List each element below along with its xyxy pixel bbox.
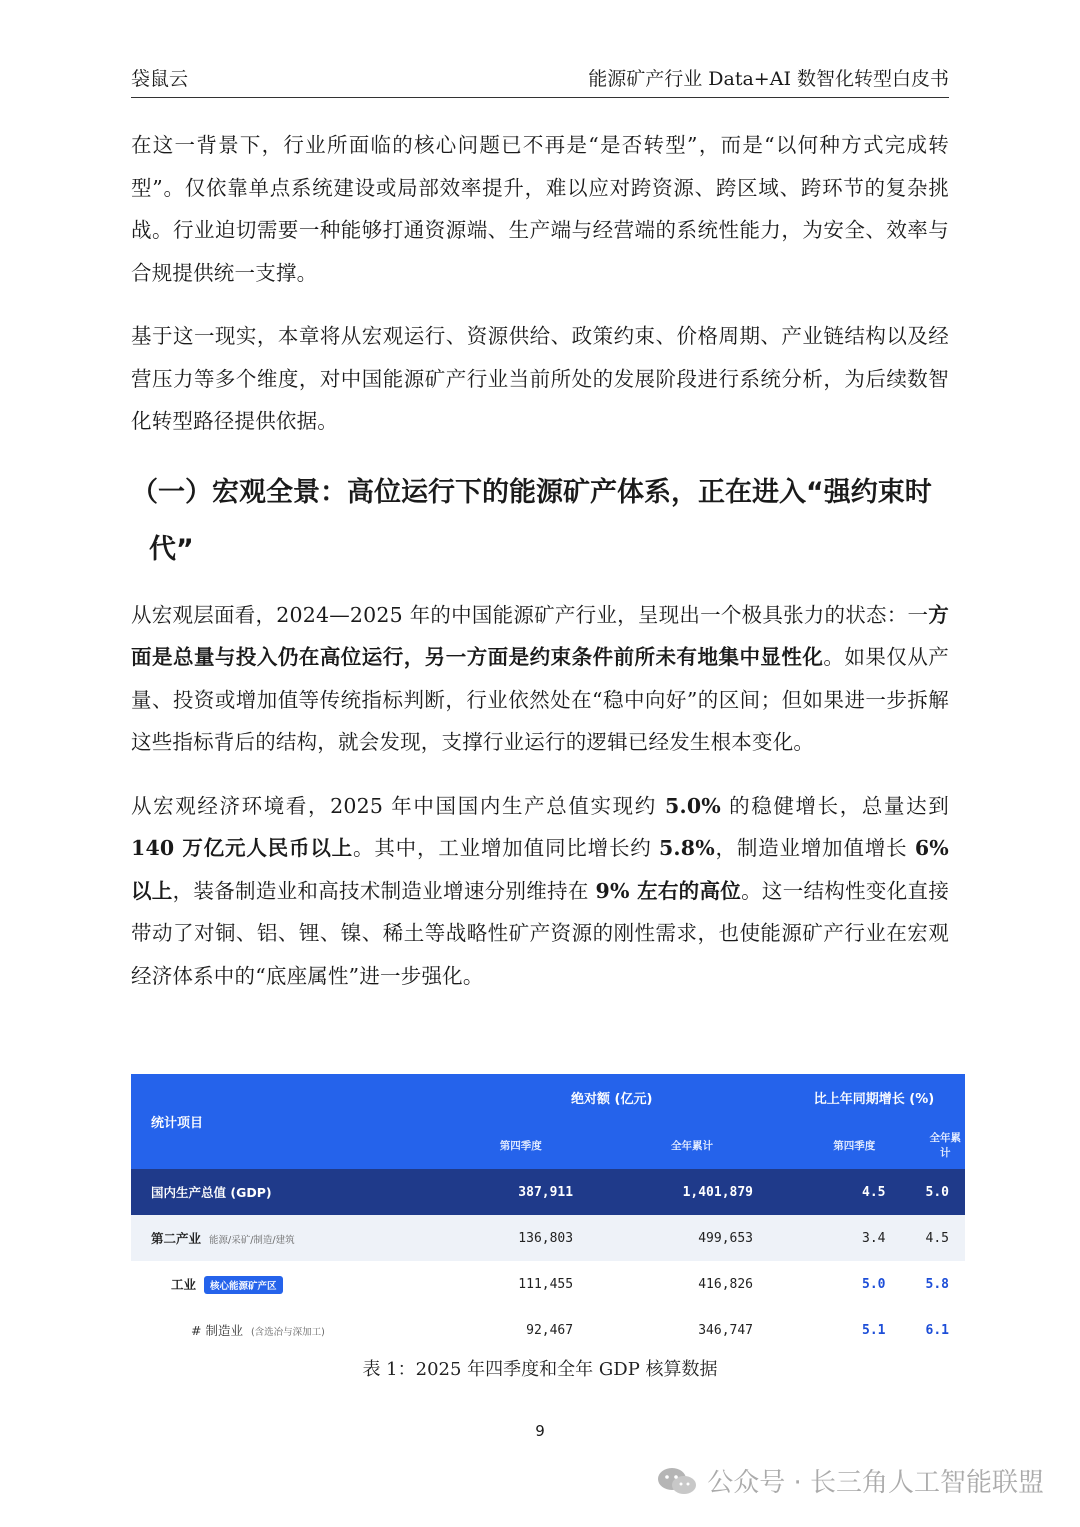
header-brand: 袋鼠云 — [131, 68, 189, 90]
paragraph-4: 从宏观经济环境看，2025 年中国国内生产总值实现约 5.0% 的稳健增长，总量达到 140 万亿元人民币以上。其中，工业增加值同比增长约 5.8%，制造业增加值增长 6% 以上，装备制造业和高技术制造业增速分别维持在 9% 左右的高位。这一结构性变化直接带动了对铜、铝、锂、镍、稀土等战略性矿产资源的刚性需求，也使能源矿产行业在宏观经济体系中的“底座属性”进一步强化。 — [131, 793, 950, 988]
cell-year: 1,401,879 — [682, 1184, 754, 1200]
cell-q4-growth: 5.1 — [862, 1322, 886, 1338]
cell-q4: 136,803 — [518, 1230, 574, 1246]
table-row — [131, 1169, 965, 1215]
watermark — [655, 1462, 1044, 1499]
cell-q4-growth: 5.0 — [862, 1276, 886, 1292]
header-year-growth: 全年累计 — [929, 1132, 961, 1159]
cell-q4-growth: 4.5 — [862, 1184, 886, 1200]
wechat-icon — [655, 1466, 699, 1496]
core-zone-badge: 核心能源矿产区 — [204, 1276, 283, 1294]
header-doc-title: 能源矿产行业 Data+AI 数智化转型白皮书 — [588, 68, 949, 90]
paragraph-3: 从宏观层面看，2024—2025 年的中国能源矿产行业，呈现出一个极具张力的状态：一方面是总量与投入仍在高位运行，另一方面是约束条件前所未有地集中显性化。如果仅从产量、投资或增加值等传统指标判断，行业依然处在“稳中向好”的区间；但如果进一步拆解这些指标背后的结构，就会发现，支撑行业运行的逻辑已经发生根本变化。 — [131, 602, 949, 754]
page-header — [131, 64, 949, 98]
cell-year-growth: 6.1 — [925, 1322, 949, 1338]
section-heading: （一）宏观全景：高位运行下的能源矿产体系，正在进入“强约束时代” — [131, 476, 932, 565]
page-number: 9 — [535, 1422, 545, 1440]
cell-year: 416,826 — [698, 1276, 754, 1292]
row-note: (含选冶与深加工) — [250, 1327, 325, 1338]
cell-year-growth: 5.8 — [925, 1276, 949, 1292]
cell-year-growth: 4.5 — [925, 1230, 949, 1246]
watermark-text: 公众号 · 长三角人工智能联盟 — [707, 1468, 1044, 1498]
paragraph-2: 基于这一现实，本章将从宏观运行、资源供给、政策约束、价格周期、产业链结构以及经营压力等多个维度，对中国能源矿产行业当前所处的发展阶段进行系统分析，为后续数智化转型路径提供依据。 — [131, 324, 949, 433]
header-item: 统计项目 — [151, 1116, 204, 1131]
cell-year: 499,653 — [698, 1230, 754, 1246]
paragraph-1: 在这一背景下，行业所面临的核心问题已不再是“是否转型”，而是“以何种方式完成转型”。仅依靠单点系统建设或局部效率提升，难以应对跨资源、跨区域、跨环节的复杂挑战。行业迫切需要一种能够打通资源端、生产端与经营端的系统性能力，为安全、效率与合规提供统一支撑。 — [131, 133, 949, 285]
cell-year-growth: 5.0 — [925, 1184, 949, 1200]
table-caption: 表 1：2025 年四季度和全年 GDP 核算数据 — [362, 1359, 718, 1380]
table-row — [131, 1261, 965, 1307]
header-absolute: 绝对额 (亿元) — [570, 1092, 653, 1107]
row-label: 工业 — [171, 1276, 197, 1292]
cell-q4-growth: 3.4 — [862, 1230, 886, 1246]
cell-q4: 387,911 — [518, 1184, 574, 1200]
cell-q4: 92,467 — [526, 1322, 574, 1338]
header-q4: 第四季度 — [499, 1139, 542, 1152]
gdp-table-container — [131, 1074, 965, 1353]
table-row — [131, 1215, 965, 1261]
header-growth: 比上年同期增长 (%) — [813, 1092, 935, 1107]
row-note: 能源/采矿/制造/建筑 — [209, 1235, 295, 1246]
cell-q4: 111,455 — [518, 1276, 574, 1292]
row-label: # 制造业 — [191, 1323, 243, 1338]
row-label: 国内生产总值 (GDP) — [151, 1185, 272, 1200]
row-label: 第二产业 — [151, 1231, 202, 1246]
main-content — [131, 124, 949, 1018]
header-year: 全年累计 — [671, 1139, 714, 1152]
table-row — [131, 1307, 965, 1353]
gdp-table — [131, 1074, 965, 1353]
cell-year: 346,747 — [698, 1322, 754, 1338]
header-q4-growth: 第四季度 — [833, 1139, 876, 1152]
